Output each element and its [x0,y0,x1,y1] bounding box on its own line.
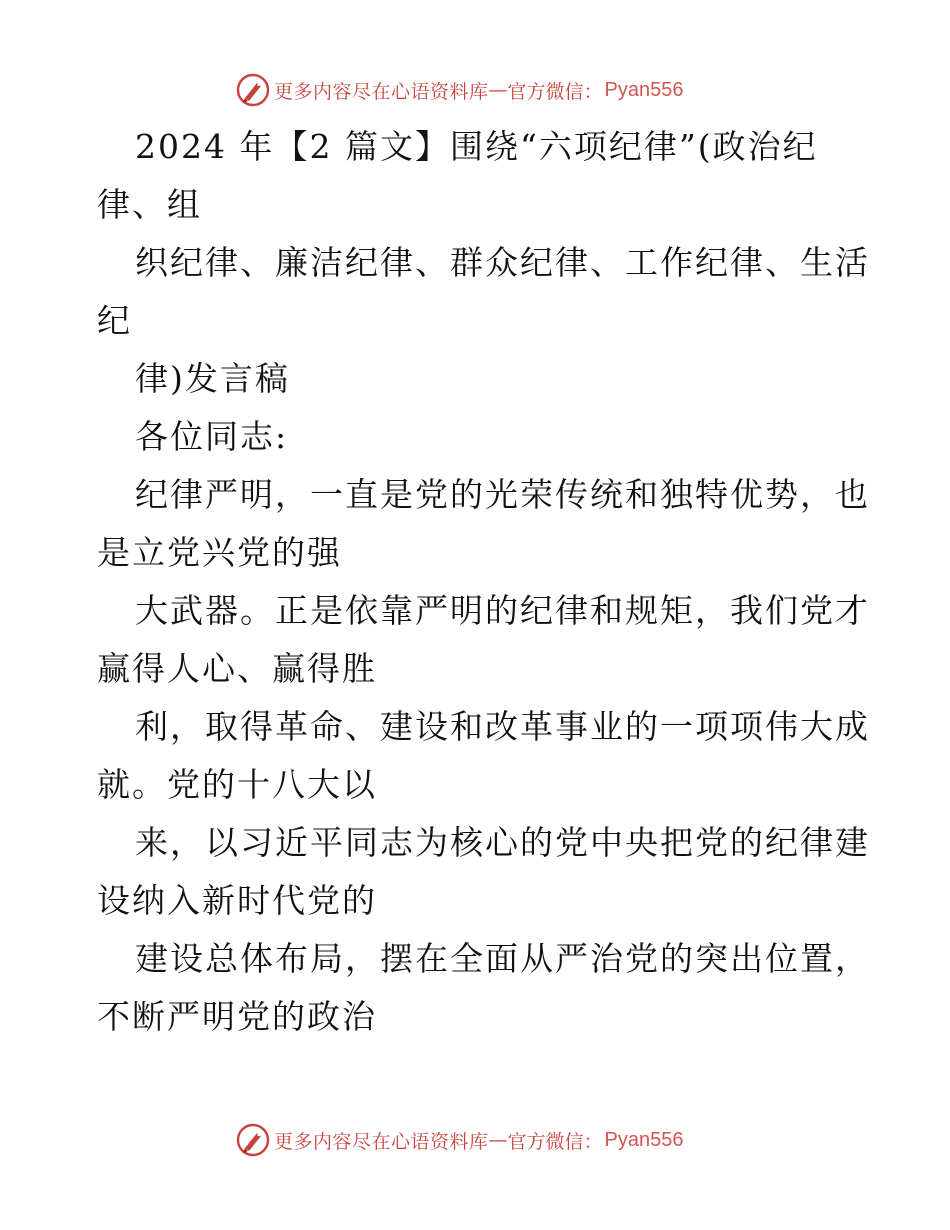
paragraph-line: 设纳入新时代党的 [97,881,377,920]
banner-wechat-label: 官方微信： [507,1130,603,1153]
title-line-2: 律、组 [97,185,202,224]
banner-wechat-id: Pyan556 [604,78,684,101]
paragraph-line: 是立党兴党的强 [97,533,342,572]
paragraph-line: 纪律严明，一直是党的光荣传统和独特优势，也 [135,475,870,514]
pen-logo-icon [236,73,270,107]
paragraph-line: 大武器。正是依靠严明的纪律和规矩，我们党才 [135,591,870,630]
banner-site-text: 更多内容尽在心语资料库 [274,80,489,103]
title-line-1: 2024 年【2 篇文】围绕“六项纪律”(政治纪 [135,127,818,166]
paragraph-line: 利，取得革命、建设和改革事业的一项项伟大成 [135,707,870,746]
paragraph-line: 不断严明党的政治 [97,997,377,1036]
title-line-5: 律)发言稿 [135,359,290,398]
banner-wechat-label: 官方微信： [507,80,603,103]
banner-dash: — [488,1129,508,1151]
document-body [97,118,870,1046]
banner-site-text: 更多内容尽在心语资料库 [274,1130,489,1153]
banner-wechat-id: Pyan556 [604,1128,684,1151]
salutation: 各位同志: [135,417,289,456]
paragraph-line: 建设总体布局，摆在全面从严治党的突出位置， [135,939,870,978]
footer-banner [236,1120,716,1160]
paragraph-line: 赢得人心、赢得胜 [97,649,377,688]
banner-dash: — [488,79,508,101]
paragraph-line: 来，以习近平同志为核心的党中央把党的纪律建 [135,823,870,862]
title-line-3: 织纪律、廉洁纪律、群众纪律、工作纪律、生活 [135,243,870,282]
title-line-4: 纪 [97,301,132,340]
pen-logo-icon [236,1123,270,1157]
paragraph-line: 就。党的十八大以 [97,765,377,804]
header-banner [236,70,716,110]
